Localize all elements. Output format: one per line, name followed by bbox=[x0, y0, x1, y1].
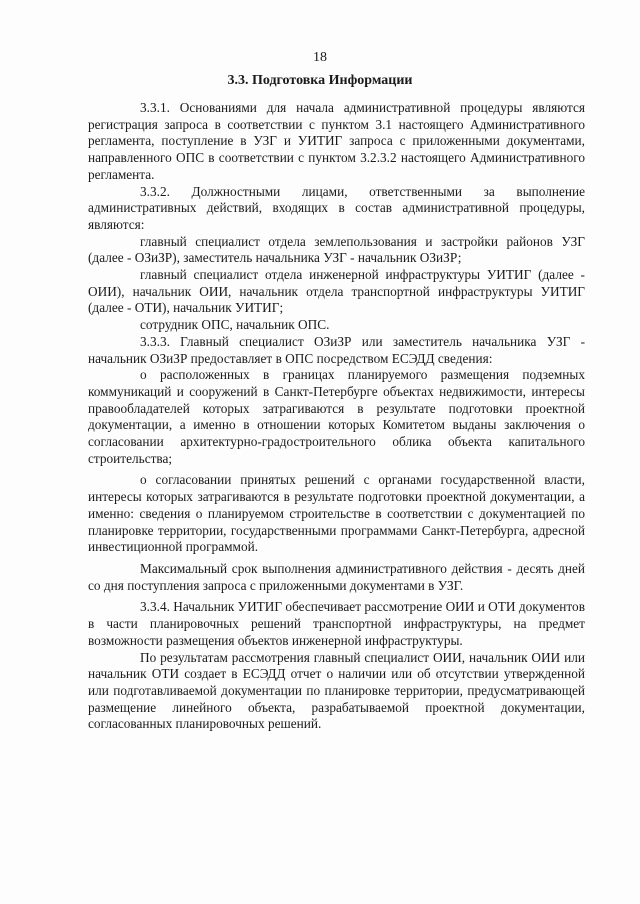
paragraph-ops-officials: сотрудник ОПС, начальник ОПС. bbox=[140, 317, 330, 333]
paragraph-real-estate-info: о расположенных в границах планируемого размещения подземных коммуникаций и сооружений в Санкт-Петербурге объектах недвижимости, интересы правообладателей которых затрагиваются в результате подготовки проектной документации, а именно в отношении которых Комитетом выданы заключения о согласовании архитектурно-градостроительного облика объекта капитального строительства; bbox=[88, 367, 585, 466]
paragraph-agreement-info: о согласовании принятых решений с органами государственной власти, интересы которых затрагиваются в результате подготовки проектной документации, а именно: сведения о планируемом строительстве в соответствии с документацией по планировке территории, государственными программами Санкт-Петербурга, адресной инвестиционной программой. bbox=[88, 472, 585, 555]
paragraph-3-3-3: 3.3.3. Главный специалист ОЗиЗР или заместитель начальника УЗГ - начальник ОЗиЗР предоставляет в ОПС посредством ЕСЭДД сведения: bbox=[88, 333, 585, 366]
section-heading: 3.3. Подготовка Информации bbox=[227, 73, 413, 88]
paragraph-review-results: По результатам рассмотрения главный специалист ОИИ, начальник ОИИ или начальник ОТИ создает в ЕСЭДД отчет о наличии или об отсутствии утвержденной или подготавливаемой документации по планировке территории, предусматривающей размещение линейного объекта, разрабатываемой проектной документации, согласованных планировочных решений. bbox=[88, 649, 585, 732]
paragraph-max-term: Максимальный срок выполнения административного действия - десять дней со дня поступления запроса с приложенными документами в УЗГ. bbox=[88, 560, 585, 593]
paragraph-3-3-1: 3.3.1. Основаниями для начала административной процедуры являются регистрация запроса в соответствии с пунктом 3.1 настоящего Административного регламента, поступление в УЗГ и УИТИГ запроса с приложенными документами, направленного ОПС в соответствии с пунктом 3.2.3.2 настоящего Административного регламента. bbox=[88, 100, 585, 182]
paragraph-3-3-4: 3.3.4. Начальник УИТИГ обеспечивает рассмотрение ОИИ и ОТИ документов в части планировочных решений транспортной инфраструктуры, на предмет возможности размещения объектов инженерной инфраструктуры. bbox=[88, 599, 585, 648]
paragraph-3-3-2: 3.3.2. Должностными лицами, ответственными за выполнение административных действий, входящих в состав административной процедуры, являются: bbox=[88, 183, 585, 232]
document-body bbox=[88, 100, 585, 733]
paragraph-oii-officials: главный специалист отдела инженерной инфраструктуры УИТИГ (далее - ОИИ), начальник ОИИ, начальник отдела транспортной инфраструктуры УИТИГ (далее - ОТИ), начальник УИТИГ; bbox=[88, 267, 585, 316]
page-number: 18 bbox=[313, 50, 327, 65]
paragraph-ozizr-officials: главный специалист отдела землепользования и застройки районов УЗГ (далее - ОЗиЗР), заместитель начальника УЗГ - начальник ОЗиЗР; bbox=[88, 233, 585, 266]
